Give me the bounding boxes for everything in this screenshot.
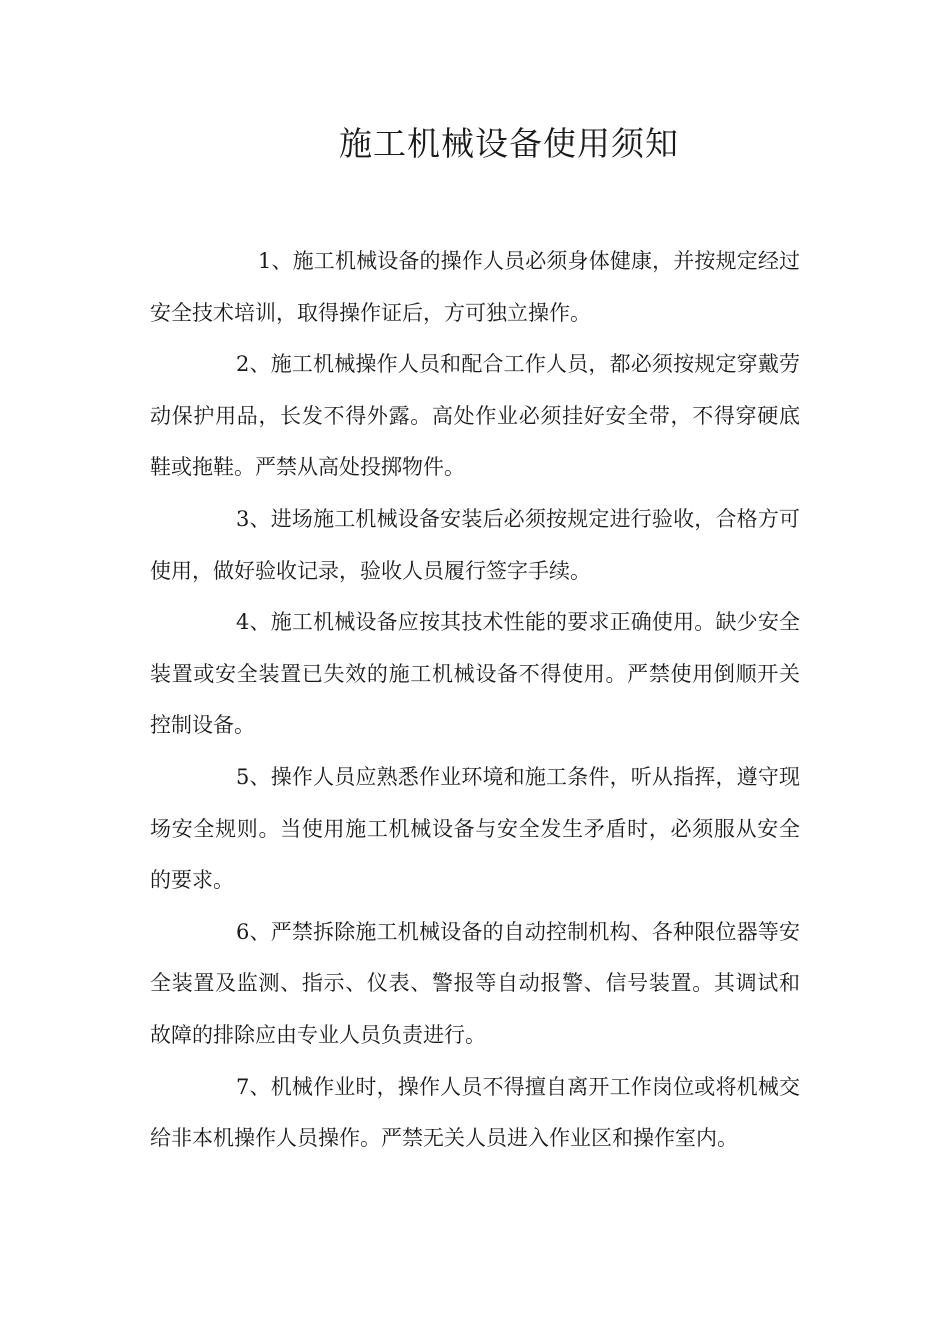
paragraph-7: 7、机械作业时，操作人员不得擅自离开工作岗位或将机械交给非本机操作人员操作。严禁无关人员进入作业区和操作室内。	[150, 1074, 800, 1151]
document-body	[150, 236, 800, 1165]
paragraph-5: 5、操作人员应熟悉作业环境和施工条件，听从指挥，遵守现场安全规则。当使用施工机械设备与安全发生矛盾时，必须服从安全的要求。	[150, 764, 800, 893]
paragraph-2: 2、施工机械操作人员和配合工作人员，都必须按规定穿戴劳动保护用品，长发不得外露。高处作业必须挂好安全带，不得穿硬底鞋或拖鞋。严禁从高处投掷物件。	[150, 352, 800, 480]
paragraph-6: 6、严禁拆除施工机械设备的自动控制机构、各种限位器等安全装置及监测、指示、仪表、警报等自动报警、信号装置。其调试和故障的排除应由专业人员负责进行。	[150, 919, 800, 1047]
document-title: 施工机械设备使用须知	[339, 124, 679, 163]
paragraph-1: 1、施工机械设备的操作人员必须身体健康，并按规定经过安全技术培训，取得操作证后，方可独立操作。	[150, 249, 800, 325]
paragraph-3: 3、进场施工机械设备安装后必须按规定进行验收，合格方可使用，做好验收记录，验收人员履行签字手续。	[150, 506, 800, 583]
paragraph-4: 4、施工机械设备应按其技术性能的要求正确使用。缺少安全装置或安全装置已失效的施工机械设备不得使用。严禁使用倒顺开关控制设备。	[150, 610, 800, 738]
